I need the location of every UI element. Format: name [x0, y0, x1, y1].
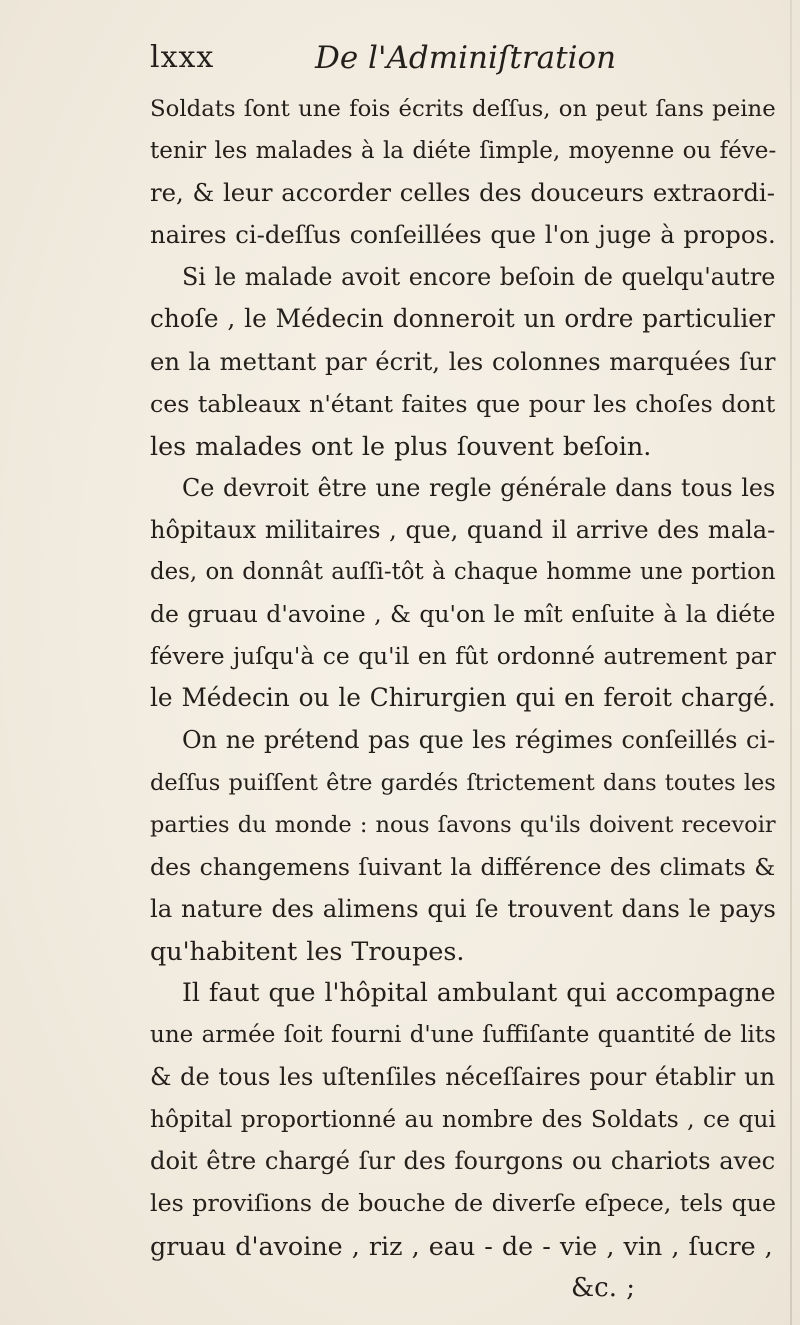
text-line: hôpitaux militaires , que, quand il arrive des mala- [150, 515, 776, 544]
text-line: les proviſions de bouche de diverſe eſpece, tels que [150, 1189, 777, 1218]
running-title: De l'Adminiſtration [315, 40, 617, 76]
text-line: parties du monde : nous ſavons qu'ils doivent recevoir [150, 811, 776, 838]
text-line: deſſus puiſſent être gardés ſtrictement dans toutes les [150, 769, 776, 796]
text-line: la nature des alimens qui ſe trouvent dans le pays [150, 893, 776, 923]
text-line: On ne prétend pas que les régimes conſeillés ci- [182, 726, 776, 755]
text-line: une armée ſoit fourni d'une ſuffiſante quantité de lits [150, 1022, 776, 1049]
text-line: Si le malade avoit encore beſoin de quelqu'autre [182, 263, 776, 292]
text-line: gruau d'avoine , riz , eau - de - vie , vin , ſucre , [150, 1230, 773, 1261]
page-edge [790, 0, 792, 1325]
text-line: des, on donnât auſſi-tôt à chaque homme une portion [150, 559, 776, 586]
text-line: févere juſqu'à ce qu'il en fût ordonné autrement par [150, 642, 776, 671]
text-line: doit être chargé ſur des fourgons ou chariots avec [150, 1147, 776, 1176]
catchword: &c. ; [571, 1272, 635, 1303]
text-line: le Médecin ou le Chirurgien qui en feroit chargé. [150, 683, 776, 713]
text-line: choſe , le Médecin donneroit un ordre particulier [150, 304, 775, 334]
text-line: Il faut que l'hôpital ambulant qui accompagne [182, 977, 776, 1007]
text-line: en la mettant par écrit, les colonnes marquées ſur [150, 346, 776, 376]
body-text [150, 88, 790, 1309]
text-line: les malades ont le plus ſouvent beſoin. [150, 430, 652, 461]
folio-number: lxxx [150, 40, 215, 75]
text-line: & de tous les uſtenſiles néceſſaires pour établir un [150, 1063, 776, 1092]
text-line: de gruau d'avoine , & qu'on le mît enſuite à la diéte [150, 600, 776, 629]
text-line: ces tableaux n'étant faites que pour les choſes dont [150, 389, 776, 418]
text-line: des changemens ſuivant la différence des climats & [150, 852, 776, 881]
text-line: Soldats ſont une fois écrits deſſus, on peut ſans peine [150, 96, 776, 122]
text-line: naires ci-deſſus conſeillées que l'on juge à propos. [150, 220, 776, 250]
text-line: qu'habitent les Troupes. [150, 935, 465, 966]
text-line: Ce devroit être une regle générale dans tous les [182, 473, 776, 502]
text-line: re, & leur accorder celles des douceurs extraordi- [150, 178, 775, 208]
text-line: hôpital proportionné au nombre des Soldats , ce qui [150, 1105, 776, 1134]
page-header [150, 40, 710, 90]
text-line: tenir les malades à la diéte ſimple, moyenne ou féve- [150, 138, 777, 165]
